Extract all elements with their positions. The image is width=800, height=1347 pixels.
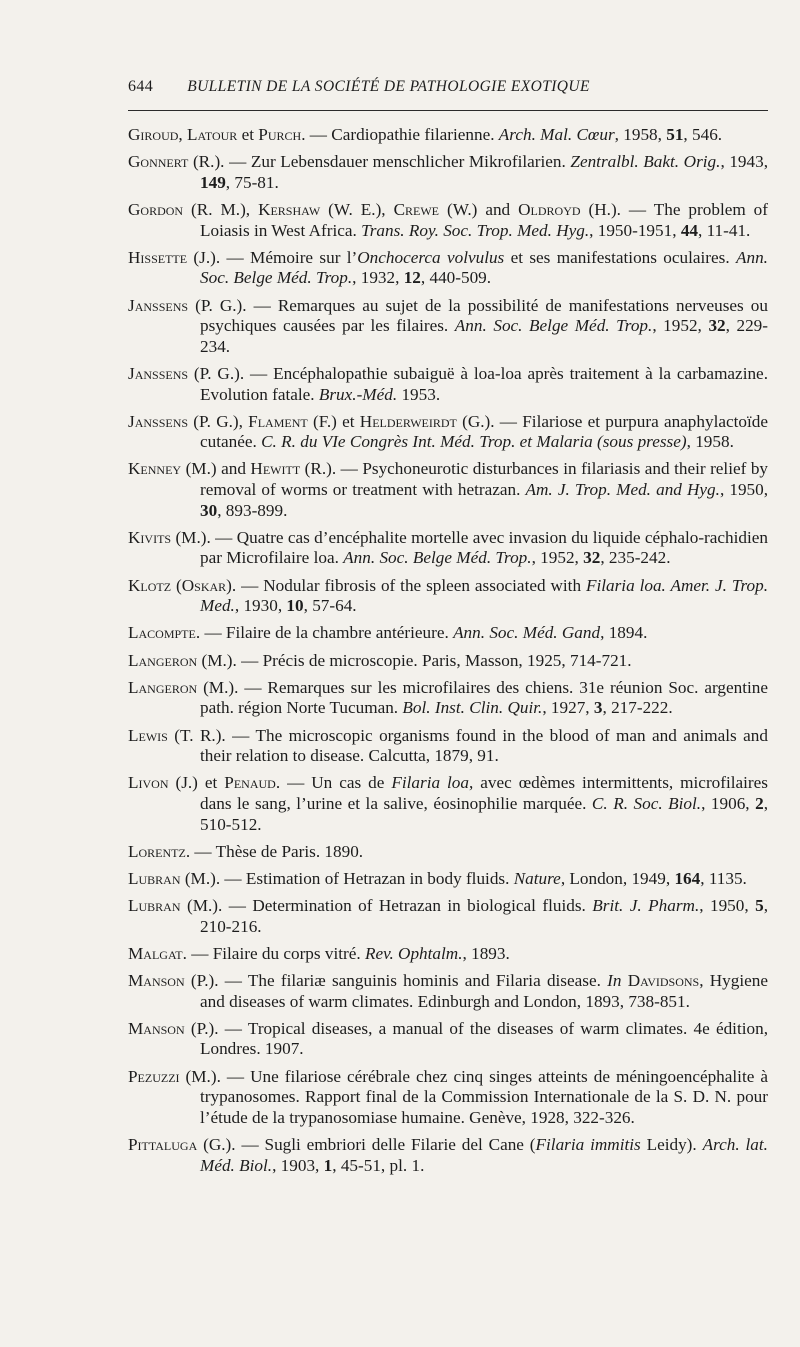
- author-name: Lubran: [128, 896, 181, 916]
- entry-text: (W.) and: [439, 199, 519, 219]
- publication-title: Trans. Roy. Soc. Trop. Med. Hyg.: [361, 220, 590, 240]
- entry-text: (J.) et: [168, 773, 225, 793]
- entry-text: (R. M.),: [183, 199, 259, 219]
- bibliography-entry: [128, 412, 768, 453]
- entry-text: , 893-899.: [217, 500, 288, 520]
- entry-text: , 1932,: [352, 268, 404, 288]
- publication-title: Zentralbl. Bakt. Orig.: [570, 152, 721, 172]
- entry-text: (F.) et: [307, 411, 360, 431]
- entry-text: . — Filaire de la chambre antérieure.: [195, 623, 454, 643]
- volume-number: 149: [200, 172, 226, 192]
- author-name: Hissette: [128, 247, 188, 267]
- volume-number: 30: [200, 500, 218, 520]
- publication-title: Bol. Inst. Clin. Quir.: [402, 698, 543, 718]
- volume-number: 51: [666, 125, 684, 144]
- entry-text: , 235-242.: [600, 548, 671, 568]
- volume-number: 5: [755, 896, 764, 916]
- volume-number: 1: [323, 1155, 333, 1175]
- author-name: Livon: [128, 773, 169, 793]
- bibliography-entry: [128, 842, 768, 863]
- author-name: Oskar: [181, 575, 227, 595]
- entry-text: (H.). — The problem of Loiasis in West Africa.: [200, 199, 768, 240]
- author-name: Pezuzzi: [128, 1066, 180, 1086]
- page-number: 644: [128, 78, 154, 95]
- bibliography-entry: [128, 1135, 768, 1176]
- entry-text: . — Filaire du corps vitré.: [182, 943, 365, 963]
- entry-text: , 1958.: [686, 432, 734, 452]
- author-name: Janssens: [128, 363, 189, 383]
- publication-title: Ann. Soc. Belge Méd. Trop.: [343, 548, 532, 568]
- bibliography-entry: [128, 896, 768, 937]
- author-name: Gordon: [128, 199, 184, 219]
- bibliography-entry: [128, 248, 768, 289]
- author-name: Langeron: [128, 650, 198, 670]
- entry-text: (R.). — Zur Lebensdauer menschlicher Mikrofilarien.: [188, 152, 571, 172]
- publication-title: Arch. lat. Méd. Biol.: [200, 1135, 768, 1175]
- entry-text: , 1950-1951,: [589, 220, 681, 240]
- entry-text: et ses manifestations oculaires.: [504, 247, 736, 267]
- author-name: Kenney: [128, 459, 182, 479]
- header-rule: [128, 110, 768, 111]
- author-name: Lewis: [128, 725, 168, 745]
- entry-text: , 75-81.: [225, 172, 279, 192]
- entry-text: (G.). — Sugli embriori delle Filarie del Cane (: [197, 1135, 536, 1154]
- publication-title: Onchocerca volvulus: [357, 247, 505, 267]
- bibliography-entry: [128, 576, 768, 617]
- entry-text: , London, 1949,: [560, 868, 675, 888]
- publication-title: Ann. Soc. Méd. Gand: [453, 623, 601, 643]
- bibliography-entry: [128, 296, 768, 358]
- bibliography-entry: [128, 773, 768, 835]
- publication-title: Rev. Ophtalm.: [364, 943, 463, 963]
- volume-number: 32: [708, 316, 726, 336]
- entry-text: , 1950,: [719, 480, 769, 500]
- author-name: Janssens: [128, 295, 189, 315]
- author-name: Pittaluga: [128, 1135, 198, 1154]
- entry-text: , 440-509.: [420, 268, 492, 288]
- publication-title: Filaria loa: [391, 773, 469, 793]
- author-name: Kivits: [128, 527, 172, 547]
- entry-text: , 510-512.: [200, 793, 768, 834]
- entry-text: (M.). — Determination of Hetrazan in biological fluids.: [180, 896, 593, 916]
- bibliography-entry: [128, 726, 768, 767]
- volume-number: 164: [674, 868, 701, 888]
- entry-text: (M.). — Estimation of Hetrazan in body fluids.: [180, 868, 514, 888]
- author-name: Lubran: [128, 868, 181, 888]
- entry-text: , 1906,: [701, 793, 756, 813]
- bibliography-entry: [128, 152, 768, 193]
- bibliography-entry: [128, 971, 768, 1012]
- entry-text: (T. R.). — The microscopic organisms found in the blood of man and animals and their relation to disease. Calcutta, 1879, 91.: [167, 725, 768, 766]
- publication-title: C. R. Soc. Biol.: [591, 793, 702, 813]
- entry-text: 1953.: [397, 384, 441, 404]
- entry-text: et: [237, 125, 259, 144]
- entry-text: (M.). — Une filariose cérébrale chez cinq singes atteints de méningoencéphalite à trypanosomes. Rapport final de la Commission Internationale de la S. D. N. pour l’étude de la trypanosomiase humaine. Genève, 1928, 322-326.: [179, 1066, 768, 1127]
- entry-text: , 1927,: [542, 698, 594, 718]
- author-name: Langeron: [128, 677, 198, 697]
- entry-text: (P.). — Tropical diseases, a manual of the diseases of warm climates. 4e édition, Londres. 1907.: [184, 1018, 768, 1059]
- entry-text: , 1943,: [720, 152, 769, 172]
- entry-text: , 217-222.: [602, 698, 673, 718]
- entry-text: (R.). — Psychoneurotic disturbances in filariasis and their relief by removal of worms or treatment with hetrazan.: [200, 459, 769, 500]
- bibliography-entry: [128, 651, 768, 672]
- entry-text: (P. G.). — Remarques au sujet de la possibilité de manifestations nerveuses ou psychiques causées par les filaires.: [188, 295, 768, 336]
- bibliography-entry: [128, 528, 768, 569]
- bibliography-entry: [128, 944, 768, 965]
- publication-title: C. R. du VIe Congrès Int. Méd. Trop. et Malaria (sous presse): [261, 432, 687, 452]
- author-name: Kershaw: [258, 199, 321, 219]
- entry-text: (M.). — Quatre cas d’encéphalite mortelle avec invasion du liquide céphalo-rachidien par Microfilaire loa.: [171, 527, 768, 568]
- author-name: Klotz: [128, 575, 172, 595]
- author-name: Penaud: [224, 773, 276, 793]
- volume-number: 3: [593, 698, 603, 718]
- author-name: Lorentz: [128, 841, 186, 861]
- entry-text: , 1952,: [652, 316, 709, 336]
- entry-text: (P. G.). — Encéphalopathie subaiguë à loa-loa après traitement à la carbamazine. Evolution fatale.: [188, 363, 768, 404]
- bibliography-entry: [128, 869, 768, 890]
- entry-text: (M.) and: [181, 459, 251, 479]
- bibliography-entry: [128, 125, 768, 146]
- author-name: Janssens: [128, 411, 189, 431]
- author-name: Lacompte: [128, 623, 196, 643]
- entry-text: , 57-64.: [303, 596, 357, 616]
- running-header: [128, 78, 768, 104]
- entry-text: (W. E.),: [320, 199, 394, 219]
- entry-text: Leidy).: [640, 1135, 703, 1154]
- author-name: Crewe: [393, 199, 440, 219]
- bibliography-entry: [128, 200, 768, 241]
- bibliography-entry: [128, 1019, 768, 1060]
- publication-title: Arch. Mal. Cœur: [498, 125, 615, 144]
- publication-title: Ann. Soc. Belge Méd. Trop.: [454, 316, 653, 336]
- author-name: Flament: [248, 411, 308, 431]
- entry-text: , 546.: [683, 125, 723, 144]
- entry-text: (J.). — Mémoire sur l’: [187, 247, 358, 267]
- entry-text: , 45-51, pl. 1.: [332, 1155, 425, 1175]
- bibliography-list: [128, 125, 768, 1176]
- entry-text: , 1894.: [600, 623, 648, 643]
- entry-text: (P. G.),: [188, 411, 249, 431]
- entry-text: , 1893.: [462, 943, 510, 963]
- publication-title: Filaria loa. Amer. J. Trop. Med.: [200, 575, 768, 616]
- volume-number: 32: [583, 548, 601, 568]
- author-name: Oldroyd: [518, 199, 581, 219]
- entry-text: , 1930,: [234, 596, 287, 616]
- author-name: Manson: [128, 1018, 185, 1038]
- entry-text: ). — Nodular fibrosis of the spleen associated with: [226, 575, 586, 595]
- entry-text: , 210-216.: [200, 896, 769, 936]
- running-title: BULLETIN DE LA SOCIÉTÉ DE PATHOLOGIE EXOTIQUE: [187, 78, 590, 95]
- entry-text: . — Un cas de: [275, 773, 392, 793]
- entry-text: , avec œdèmes intermittents, microfilaires dans le sang, l’urine et la salive, éosinophilie marquée.: [200, 773, 768, 813]
- entry-text: , 1135.: [700, 868, 747, 888]
- entry-text: (G.). — Filariose et purpura anaphylactoïde cutanée.: [200, 411, 768, 452]
- entry-text: , Hygiene and diseases of warm climates. Edinburgh and London, 1893, 738-851.: [200, 971, 768, 1011]
- author-name: Manson: [128, 971, 185, 991]
- bibliography-entry: [128, 364, 768, 405]
- bibliography-entry: [128, 1067, 768, 1129]
- bibliography-entry: [128, 623, 768, 644]
- bibliography-entry: [128, 459, 768, 521]
- entry-text: (M.). — Remarques sur les microfilaires des chiens. 31e réunion Soc. argentine path. région Norte Tucuman.: [197, 677, 768, 718]
- entry-text: , 1958,: [614, 125, 667, 144]
- publication-title: Filaria immitis: [535, 1135, 641, 1154]
- author-name: Gonnert: [128, 152, 189, 172]
- entry-text: (M.). — Précis de microscopie. Paris, Masson, 1925, 714-721.: [197, 650, 632, 670]
- entry-text: , 1952,: [531, 548, 584, 568]
- entry-text: , 11-41.: [698, 220, 751, 240]
- publication-title: In: [607, 971, 622, 991]
- entry-text: , 229-234.: [200, 316, 769, 356]
- publication-title: Brit. J. Pharm.: [592, 896, 700, 916]
- volume-number: 10: [286, 596, 304, 616]
- entry-text: (P.). — The filariæ sanguinis hominis and Filaria disease.: [184, 971, 608, 991]
- publication-title: Am. J. Trop. Med. and Hyg.: [525, 480, 720, 500]
- volume-number: 2: [755, 793, 764, 813]
- author-name: Purch: [258, 125, 302, 144]
- volume-number: 44: [680, 220, 698, 240]
- author-name: Malgat: [128, 943, 183, 963]
- entry-text: , 1950,: [699, 896, 756, 916]
- publication-title: Nature: [513, 868, 561, 888]
- entry-text: . — Thèse de Paris. 1890.: [185, 841, 364, 861]
- bibliography-entry: [128, 678, 768, 719]
- publication-title: Ann. Soc. Belge Méd. Trop.: [200, 247, 768, 288]
- entry-text: , 1903,: [272, 1155, 324, 1175]
- volume-number: 12: [403, 268, 421, 288]
- entry-text: (: [171, 575, 182, 595]
- entry-text: . — Cardiopathie filarienne.: [301, 125, 499, 144]
- author-name: Giroud, Latour: [128, 125, 238, 144]
- author-name: Hewitt: [250, 459, 301, 479]
- publication-title: Brux.-Méd.: [318, 384, 398, 404]
- author-name: Helderweirdt: [359, 411, 457, 431]
- author-name: Davidsons: [627, 971, 700, 991]
